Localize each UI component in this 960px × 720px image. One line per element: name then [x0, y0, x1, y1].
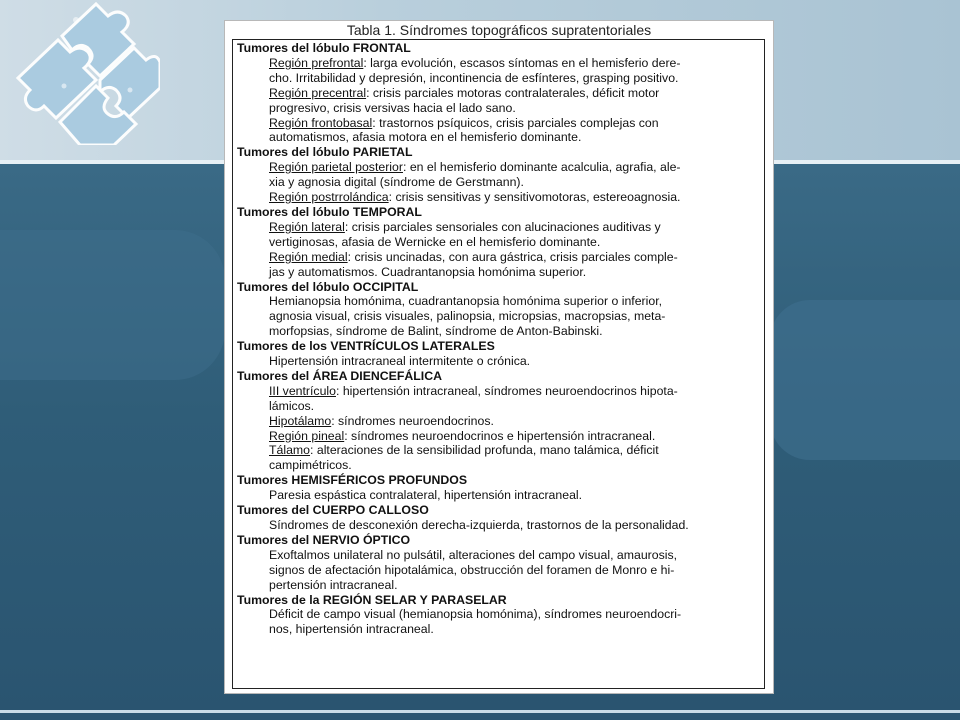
section-item [237, 250, 760, 280]
section-title: Tumores del ÁREA DIENCEFÁLICA [237, 368, 442, 383]
section-item [237, 86, 760, 116]
item-term: Región precentral [269, 85, 367, 100]
item-text: : larga evolución, escasos síntomas en el hemisferio dere- [363, 55, 681, 70]
section-title: Tumores de los VENTRÍCULOS LATERALES [237, 339, 495, 354]
item-term: III ventrículo [269, 383, 336, 398]
item-text: : crisis uncinadas, con aura gástrica, crisis parciales comple- [347, 249, 678, 264]
item-line [269, 429, 760, 444]
item-line [269, 458, 760, 473]
item-line [269, 399, 760, 414]
background-puzzle-shape [0, 230, 225, 380]
item-term: Región frontobasal [269, 115, 373, 130]
item-text: Síndromes de desconexión derecha-izquierda, trastornos de la personalidad. [269, 518, 689, 532]
item-text: Déficit de campo visual (hemianopsia homónima), síndromes neuroendocri- [269, 607, 682, 622]
item-line [269, 86, 760, 101]
section-title: Tumores del NERVIO ÓPTICO [237, 532, 411, 547]
section-title: Tumores del lóbulo PARIETAL [237, 145, 413, 160]
section-item [237, 190, 760, 205]
slide-bottom-line [0, 710, 960, 713]
item-term: Región prefrontal [269, 55, 364, 70]
section-title: Tumores del lóbulo TEMPORAL [237, 204, 422, 219]
item-line [269, 563, 760, 578]
item-line [269, 548, 760, 563]
item-line [269, 130, 760, 145]
item-text: Hemianopsia homónima, cuadrantanopsia homónima superior o inferior, [269, 294, 663, 309]
item-line [269, 488, 760, 503]
section-item [237, 160, 760, 190]
section-item [237, 429, 760, 444]
item-text: Exoftalmos unilateral no pulsátil, alteraciones del campo visual, amaurosis, [269, 547, 678, 562]
section-title: Tumores del lóbulo FRONTAL [237, 41, 411, 55]
item-term: Región lateral [269, 219, 345, 234]
item-line [269, 175, 760, 190]
item-line [269, 190, 760, 205]
item-text: : crisis parciales motoras contralaterales, déficit motor [366, 85, 660, 100]
item-text: nos, hipertensión intracraneal. [269, 622, 434, 637]
section-item [237, 56, 760, 86]
item-line [269, 250, 760, 265]
section-item [237, 220, 760, 250]
item-text: vertiginosas, afasia de Wernicke en el hemisferio dominante. [269, 234, 601, 249]
puzzle-pieces-icon [0, 0, 160, 145]
table-caption: Tabla 1. Síndromes topográficos supratentoriales [346, 22, 652, 38]
item-line [269, 309, 760, 324]
section-item [237, 518, 760, 533]
section-title: Tumores del lóbulo OCCIPITAL [237, 279, 419, 294]
item-line [269, 518, 760, 533]
item-line [269, 265, 760, 280]
section-title: Tumores de la REGIÓN SELAR Y PARASELAR [237, 592, 507, 607]
item-text: : hipertensión intracraneal, síndromes neuroendocrinos hipota- [335, 383, 678, 398]
section-title: Tumores del CUERPO CALLOSO [237, 503, 429, 518]
item-text: lámicos. [269, 398, 315, 413]
item-text: campimétricos. [269, 458, 352, 473]
table-body [232, 39, 765, 689]
item-term: Hipotálamo [269, 413, 332, 428]
item-text: : síndromes neuroendocrinos e hipertensión intracraneal. [344, 428, 656, 443]
section-item [237, 443, 760, 473]
item-text: jas y automatismos. Cuadrantanopsia homónima superior. [269, 264, 587, 279]
item-line [269, 414, 760, 429]
item-line [269, 294, 760, 309]
item-text: cho. Irritabilidad y depresión, incontinencia de esfínteres, grasping positivo. [269, 70, 679, 85]
item-term: Región pineal [269, 428, 345, 443]
item-term: Región parietal posterior [269, 160, 403, 175]
item-line [269, 384, 760, 399]
item-line [269, 235, 760, 250]
item-text: : en el hemisferio dominante acalculia, agrafia, ale- [402, 160, 681, 175]
item-line [269, 220, 760, 235]
item-text: signos de afectación hipotalámica, obstrucción del foramen de Monro e hi- [269, 562, 675, 577]
item-line [269, 324, 760, 339]
section-item [237, 384, 760, 414]
section-item [237, 414, 760, 429]
item-text: Paresia espástica contralateral, hipertensión intracraneal. [269, 488, 583, 503]
item-term: Región medial [269, 249, 348, 264]
item-line [269, 56, 760, 71]
section-item [237, 488, 760, 503]
section-item [237, 354, 760, 369]
section-item [237, 116, 760, 146]
item-text: : crisis sensitivas y sensitivomotoras, estereoagnosia. [388, 190, 681, 205]
section-item [237, 294, 760, 339]
section-item [237, 607, 760, 637]
item-text: agnosia visual, crisis visuales, palinopsia, micropsias, macropsias, meta- [269, 309, 666, 324]
item-line [269, 354, 760, 369]
item-text: : crisis parciales sensoriales con alucinaciones auditivas y [344, 219, 661, 234]
item-line [269, 160, 760, 175]
item-term: Tálamo [269, 443, 311, 458]
section-item [237, 548, 760, 593]
item-line [269, 101, 760, 116]
item-text: : síndromes neuroendocrinos. [331, 413, 494, 428]
item-line [269, 607, 760, 622]
item-text: Hipertensión intracraneal intermitente o crónica. [269, 354, 531, 369]
item-text: progresivo, crisis versivas hacia el lado sano. [269, 100, 516, 115]
item-term: Región postrrolándica [269, 190, 389, 205]
table-card [224, 20, 774, 694]
section-title: Tumores HEMISFÉRICOS PROFUNDOS [237, 473, 468, 488]
item-line [269, 71, 760, 86]
item-text: pertensión intracraneal. [269, 577, 398, 592]
item-text: morfopsias, síndrome de Balint, síndrome de Anton-Babinski. [269, 324, 603, 339]
item-text: automatismos, afasia motora en el hemisferio dominante. [269, 130, 582, 145]
item-line [269, 578, 760, 593]
item-line [269, 443, 760, 458]
item-text: xia y agnosia digital (síndrome de Gerstmann). [269, 175, 524, 190]
item-text: : alteraciones de la sensibilidad profunda, mano talámica, déficit [310, 443, 659, 458]
item-line [269, 622, 760, 637]
item-text: : trastornos psíquicos, crisis parciales complejas con [372, 115, 659, 130]
item-line [269, 116, 760, 131]
background-puzzle-shape [770, 300, 960, 460]
